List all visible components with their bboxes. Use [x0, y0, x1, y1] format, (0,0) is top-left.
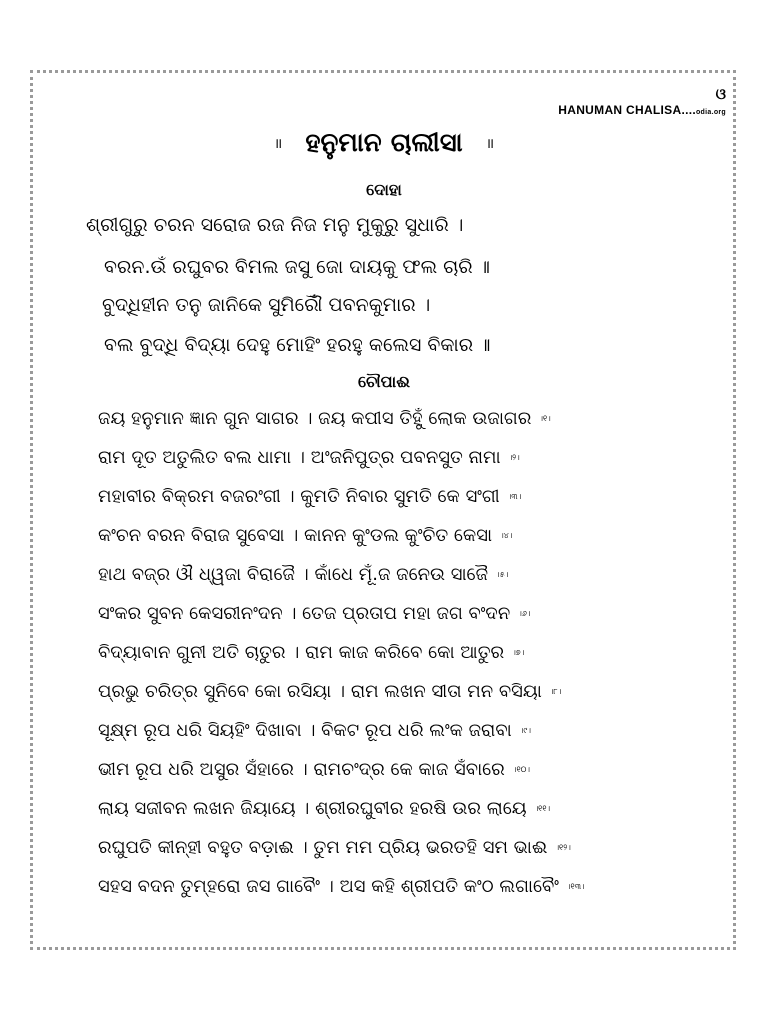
- odia-logo: ଓ: [715, 85, 726, 103]
- brand-title: HANUMAN CHALISA....: [558, 103, 696, 117]
- verse-line: ବିଦ୍ୟାବାନ ଗୁନୀ ଅତି ଚାତୁର । ରାମ କାଜ କରିବେ କୋ ଆତୁର ।୭।: [98, 642, 525, 663]
- verse-line: ରଘୁପତି କୀନ୍ହୀ ବହୁତ ବଡ଼ାଈ । ତୁମ ମମ ପ୍ରିୟ ଭରତହି ସମ ଭାଈ ।୧୨।: [98, 837, 571, 858]
- verse-line: କଂଚନ ବରନ ବିରାଜ ସୁବେସା । କାନନ କୁଂଡଲ କୁଂଚିତ କେସା ।୪।: [98, 525, 513, 546]
- verse-line: ଜୟ ହନୁମାନ ଜ୍ଞାନ ଗୁନ ସାଗର । ଜୟ କପୀସ ତିହୁଁ ଲୋକ ଉଜାଗର ।୧।: [98, 408, 551, 429]
- title-bar-left: ॥: [273, 136, 283, 152]
- verse-number: ।୩।: [507, 492, 522, 501]
- verse-number: ।୧୨।: [555, 843, 571, 852]
- verse-number: ।୧।: [539, 414, 551, 423]
- verse-line: ସହସ ବଦନ ତୁମ୍ହରୋ ଜସ ଗାବୈଂ । ଅସ କହି ଶ୍ରୀପତି କଂଠ ଲଗାବୈଂ ।୧୩।: [98, 876, 585, 897]
- site-name: odia.org: [695, 109, 726, 116]
- verse-number: ।୬।: [518, 609, 531, 618]
- verse-line: ପ୍ରଭୁ ଚରିତ୍ର ସୁନିବେ କୋ ରସିୟା । ରାମ ଲଖନ ସୀତା ମନ ବସିୟା ।୮।: [98, 681, 562, 702]
- doha-line: ଶ୍ରୀଗୁରୁ ଚରନ ସରୋଜ ରଜ ନିଜ ମନୁ ମୁକୁରୁ ସୁଧାରି ।: [86, 214, 464, 236]
- doha-line: ବୁଦ୍ଧିହୀନ ତନୁ ଜାନିକେ ସୁମିରୌଁ ପବନକୁମାର ।: [102, 294, 431, 316]
- verse-number: ।୪।: [500, 531, 513, 540]
- verse-number: ।୧୦।: [512, 765, 531, 774]
- verse-line: ଭୀମ ରୂପ ଧରି ଅସୁର ସଁହାରେ । ରାମଚଂଦ୍ର କେ କାଜ ସଁବାରେ ।୧୦।: [98, 759, 531, 780]
- doha-line: ବରନ.ଉଁ ରଘୁବର ବିମଲ ଜସୁ ଜୋ ଦାୟକୁ ଫଲ ଚାରି ॥: [104, 256, 490, 278]
- verse-number: ।୧୩।: [566, 882, 585, 891]
- page-title: [0, 128, 768, 159]
- verse-number: ।୭।: [512, 648, 525, 657]
- verse-number: ।୨।: [508, 453, 520, 462]
- chaupai-heading: ଚୌପାଈ: [357, 372, 411, 391]
- verse-line: ମହାବୀର ବିକ୍ରମ ବଜରଂଗୀ । କୁମତି ନିବାର ସୁମତି କେ ସଂଗୀ ।୩।: [98, 486, 522, 507]
- verse-line: ସୂକ୍ଷ୍ମ ରୂପ ଧରି ସିୟହିଂ ଦିଖାବା । ବିକଟ ରୂପ ଧରି ଲଂକ ଜରାବା ।୯।: [98, 720, 531, 741]
- title-text: ହନୁମାନ ଚାଲୀସା: [305, 128, 463, 158]
- header: [558, 84, 726, 117]
- brand-row: [558, 103, 726, 117]
- title-bar-right: ॥: [485, 136, 495, 152]
- verse-number: ।୮।: [549, 687, 562, 696]
- verse-number: ।୫।: [496, 570, 509, 579]
- verse-number: ।୯।: [519, 726, 531, 735]
- doha-heading: ଦୋହା: [366, 180, 402, 199]
- verse-line: ହାଥ ବଜ୍ର ଔ ଧ୍ୱଜା ବିରାଜୈ । କାଁଧେ ମୂଁ.ଜ ଜନେଉ ସାଜୈ ।୫।: [98, 564, 509, 585]
- verse-line: ସଂକର ସୁବନ କେସରୀନଂଦନ । ତେଜ ପ୍ରତାପ ମହା ଜଗ ବଂଦନ ।୬।: [98, 603, 531, 624]
- verse-number: ।୧୧।: [534, 804, 551, 813]
- verse-line: ରାମ ଦୂତ ଅତୁଲିତ ବଲ ଧାମା । ଅଂଜନିପୁତ୍ର ପବନସୁତ ନାମା ।୨।: [98, 447, 520, 468]
- doha-line: ବଲ ବୁଦ୍ଧି ବିଦ୍ୟା ଦେହୁ ମୋହିଂ ହରହୁ କଲେସ ବିକାର ॥: [104, 334, 491, 356]
- verse-line: ଲାୟ ସଜୀବନ ଲଖନ ଜିୟାୟେ । ଶ୍ରୀରଘୁବୀର ହରଷି ଉର ଲାୟେ ।୧୧।: [98, 798, 551, 819]
